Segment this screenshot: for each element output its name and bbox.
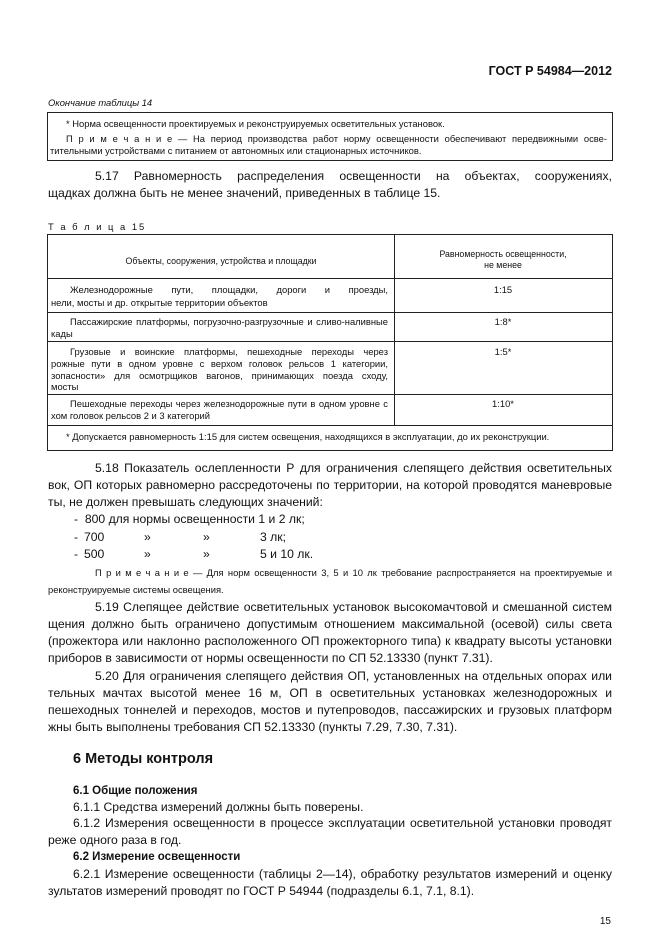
- list-item-dash: -: [74, 547, 79, 561]
- note-5-18-line: реконструируемые системы освещения.: [48, 584, 224, 595]
- table14-footnote: * Норма освещенности проектируемых и реконструируемых осветительных установок.: [66, 118, 445, 129]
- list-item-dash: -: [74, 530, 79, 544]
- paragraph-5-18-line: 5.18 Показатель ослепленности Р для ограничения слепящего действия осветительных: [95, 461, 612, 475]
- table15-col2-header-line: не менее: [484, 260, 522, 270]
- paragraph-5-18-line: ты, не должен превышать следующих значений:: [48, 495, 323, 509]
- paragraph-6-1-1: 6.1.1 Средства измерений должны быть поверены.: [73, 800, 364, 814]
- table14-continuation-caption: Окончание таблицы 14: [48, 97, 153, 108]
- table15-header-divider: [47, 278, 613, 279]
- page-number: 15: [599, 916, 611, 927]
- list-item-value: 500: [84, 547, 105, 561]
- list-item-tail: 5 и 10 лк.: [260, 547, 314, 561]
- paragraph-5-19-line: 5.19 Слепящее действие осветительных установок высокомачтовой и смешанной систем: [95, 600, 612, 614]
- paragraph-5-20-line: тельных мачтах высотой менее 16 м, ОП в осветительных установках железнодорожных и: [48, 686, 612, 700]
- list-item-tail: 3 лк;: [260, 530, 286, 544]
- table15-row1-text: нели, мосты и др. открытые территории объектов: [51, 297, 268, 308]
- paragraph-6-1-2-line: реже одного раза в год.: [48, 833, 182, 847]
- table15-row1-text: Железнодорожные пути, площадки, дороги и проезды,: [70, 284, 388, 295]
- subsection-6-2-heading: 6.2 Измерение освещенности: [73, 851, 241, 863]
- table15-row3-text: зопасности» для осмотрщиков вагонов, принимающих поезда сходу,: [51, 370, 388, 381]
- table15-caption: Т а б л и ц а 15: [48, 221, 147, 232]
- table15-row2-value: 1:8*: [494, 316, 512, 327]
- ditto-mark: »: [144, 530, 151, 544]
- table15-row3-text: рожные пути в одном уровне с верхом головок рельсов 1 категории,: [51, 358, 388, 369]
- table15-row2-text: кады: [51, 328, 73, 339]
- list-item-value: 700: [84, 530, 105, 544]
- row-divider: [47, 341, 613, 342]
- ditto-mark: »: [203, 547, 210, 561]
- table15-row4-value: 1:10*: [492, 398, 514, 409]
- document-id-header: ГОСТ Р 54984—2012: [488, 64, 612, 78]
- table15-row1-value: 1:15: [493, 284, 513, 295]
- paragraph-5-20-line: 5.20 Для ограничения слепящего действия ОП, установленных на отдельных опорах или: [95, 669, 612, 683]
- table15-row4-text: Пешеходные переходы через железнодорожные пути в одном уровне с: [70, 398, 388, 409]
- note-text: — Для норм освещенности 3, 5 и 10 лк требование распространяется на проектируемые и: [192, 567, 612, 578]
- table15-row4-text: хом головок рельсов 2 и 3 категорий: [51, 410, 211, 421]
- paragraph-5-17-line: 5.17 Равномерность распределения освещенности на объектах, сооружениях,: [95, 169, 612, 183]
- row-divider: [47, 312, 613, 313]
- subsection-6-1-heading: 6.1 Общие положения: [73, 785, 198, 797]
- paragraph-5-19-line: (прожектора или наклонно расположенного ОП прожекторного типа) к квадрату высоты установки: [48, 634, 612, 648]
- table15-row2-text: Пассажирские платформы, погрузочно-разгрузочные и сливо-наливные: [70, 316, 388, 327]
- ditto-mark: »: [144, 547, 151, 561]
- paragraph-6-2-1-line: зультатов измерений проводят по ГОСТ Р 54944 (подразделы 6.1, 7.1, 8.1).: [48, 884, 475, 898]
- paragraph-6-2-1-line: 6.2.1 Измерение освещенности (таблицы 2—14), обработку результатов измерений и оценку: [73, 867, 612, 881]
- table15-row3-text: Грузовые и воинские платформы, пешеходные переходы через: [70, 346, 388, 357]
- paragraph-6-1-2-line: 6.1.2 Измерения освещенности в процессе эксплуатации осветительной установки проводят: [73, 816, 612, 830]
- table15-footnote: * Допускается равномерность 1:15 для систем освещения, находящихся в эксплуатации, до их реконструкции.: [66, 431, 550, 442]
- paragraph-5-20-line: жны быть выполнены требования СП 52.13330 (пункты 7.29, 7.30, 7.31).: [48, 720, 458, 734]
- note-5-18-line: [95, 567, 612, 579]
- table15-col1-header: Объекты, сооружения, устройства и площадки: [125, 256, 317, 266]
- list-item-800: - 800 для нормы освещенности 1 и 2 лк;: [74, 512, 305, 526]
- section-6-heading: 6 Методы контроля: [73, 751, 214, 767]
- paragraph-5-18-line: вок, ОП которых равномерно рассредоточены по территории, на которой проводятся маневровые: [48, 478, 612, 492]
- note-label: П р и м е ч а н и е: [95, 567, 189, 578]
- row-divider: [47, 425, 613, 426]
- paragraph-5-20-line: пешеходных тоннелей и переходов, мостов и путепроводов, пассажирских и грузовых платформ: [48, 703, 612, 717]
- paragraph-5-19-line: приборов в зависимости от нормы освещенности по СП 52.13330 (пункт 7.31).: [48, 651, 493, 665]
- table14-note-line2: тительными устройствами с питанием от автономных или стационарных источников.: [50, 145, 422, 156]
- note-text: — На период производства работ норму освещенности обеспечивают передвижными осве-: [177, 133, 607, 144]
- table15-row3-text: мосты: [51, 381, 79, 392]
- table14-note-line1: [66, 133, 607, 145]
- paragraph-5-17-line: щадках должна быть не менее значений, приведенных в таблице 15.: [48, 186, 441, 200]
- table15-row3-value: 1:5*: [494, 346, 512, 357]
- paragraph-5-19-line: щения должно быть ограничено допустимым отношением максимальной (осевой) силы света: [48, 617, 612, 631]
- row-divider: [47, 394, 613, 395]
- ditto-mark: »: [203, 530, 210, 544]
- table15-col2-header-line: Равномерность освещенности,: [439, 249, 567, 259]
- note-label: П р и м е ч а н и е: [66, 133, 173, 144]
